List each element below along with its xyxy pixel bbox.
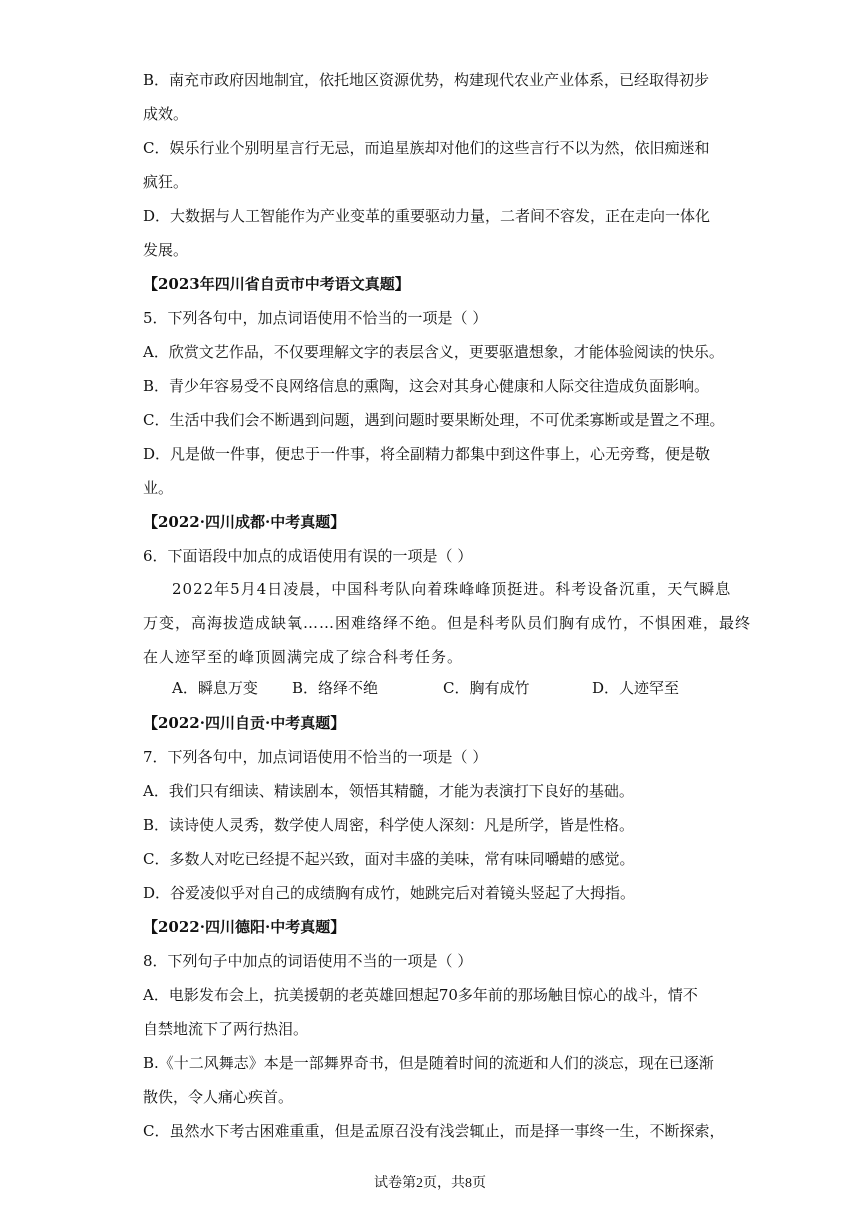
option-line: D．谷爱凌似乎对自己的成绩胸有成竹，她跳完后对着镜头竖起了大拇指。 (143, 884, 636, 902)
choice-a: A．瞬息万变 (172, 679, 258, 697)
question-stem: 7．下列各句中，加点词语使用不恰当的一项是（ ） (143, 748, 488, 766)
option-line: B．青少年容易受不良网络信息的熏陶，这会对其身心健康和人际交往造成负面影响。 (143, 377, 710, 395)
section-title: 【2023年四川省自贡市中考语文真题】 (143, 275, 410, 293)
option-line: B．南充市政府因地制宜，依托地区资源优势，构建现代农业产业体系，已经取得初步 (143, 71, 710, 89)
option-line: C．生活中我们会不断遇到问题，遇到问题时要果断处理，不可优柔寡断或是置之不理。 (143, 411, 725, 429)
choice-b: B．络绎不绝 (292, 679, 379, 697)
question-stem: 8．下列句子中加点的词语使用不当的一项是（ ） (143, 952, 473, 970)
passage-line: 2022年5月4日凌晨，中国科考队向着珠峰峰顶挺进。科考设备沉重，天气瞬息 (172, 580, 732, 598)
option-line: B．读诗使人灵秀，数学使人周密，科学使人深刻：凡是所学，皆是性格。 (143, 816, 635, 834)
question-stem: 5．下列各句中，加点词语使用不恰当的一项是（ ） (143, 309, 488, 327)
option-line: C．虽然水下考古困难重重，但是孟原召没有浅尝辄止，而是择一事终一生，不断探索， (143, 1122, 725, 1140)
section-title: 【2022·四川成都·中考真题】 (143, 513, 346, 531)
option-line: A．我们只有细读、精读剧本，领悟其精髓，才能为表演打下良好的基础。 (143, 782, 634, 800)
option-line: B.《十二风舞志》本是一部舞界奇书，但是随着时间的流逝和人们的淡忘，现在已逐渐 (143, 1054, 714, 1072)
page-footer: 试卷第2页，共8页 (374, 1176, 486, 1191)
option-line: D．凡是做一件事，便忠于一件事，将全副精力都集中到这件事上，心无旁骛，便是敬 (143, 445, 711, 463)
option-line: 散佚，令人痛心疾首。 (143, 1088, 294, 1106)
option-line: 疯狂。 (143, 173, 189, 191)
option-line: 业。 (143, 479, 174, 497)
choice-c: C．胸有成竹 (443, 679, 530, 697)
option-line: A．欣赏文艺作品，不仅要理解文字的表层含义，更要驱遣想象，才能体验阅读的快乐。 (143, 343, 724, 361)
section-title: 【2022·四川自贡·中考真题】 (143, 714, 346, 732)
passage-line: 万变，高海拔造成缺氧……困难络绎不绝。但是科考队员们胸有成竹，不惧困难，最终 (143, 614, 752, 632)
option-line: 自禁地流下了两行热泪。 (143, 1020, 309, 1038)
passage-line: 在人迹罕至的峰顶圆满完成了综合科考任务。 (143, 648, 464, 666)
option-line: D．大数据与人工智能作为产业变革的重要驱动力量，二者间不容发，正在走向一体化 (143, 207, 711, 225)
option-line: 成效。 (143, 105, 189, 123)
choice-d: D．人迹罕至 (592, 679, 680, 697)
section-title: 【2022·四川德阳·中考真题】 (143, 918, 346, 936)
option-line: C．多数人对吃已经提不起兴致，面对丰盛的美味，常有味同嚼蜡的感觉。 (143, 850, 635, 868)
question-stem: 6．下面语段中加点的成语使用有误的一项是（ ） (143, 547, 473, 565)
option-line: C．娱乐行业个别明星言行无忌，而追星族却对他们的这些言行不以为然，依旧痴迷和 (143, 139, 710, 157)
option-line: A．电影发布会上，抗美援朝的老英雄回想起70多年前的那场触目惊心的战斗，情不 (143, 986, 698, 1004)
option-line: 发展。 (143, 241, 189, 259)
